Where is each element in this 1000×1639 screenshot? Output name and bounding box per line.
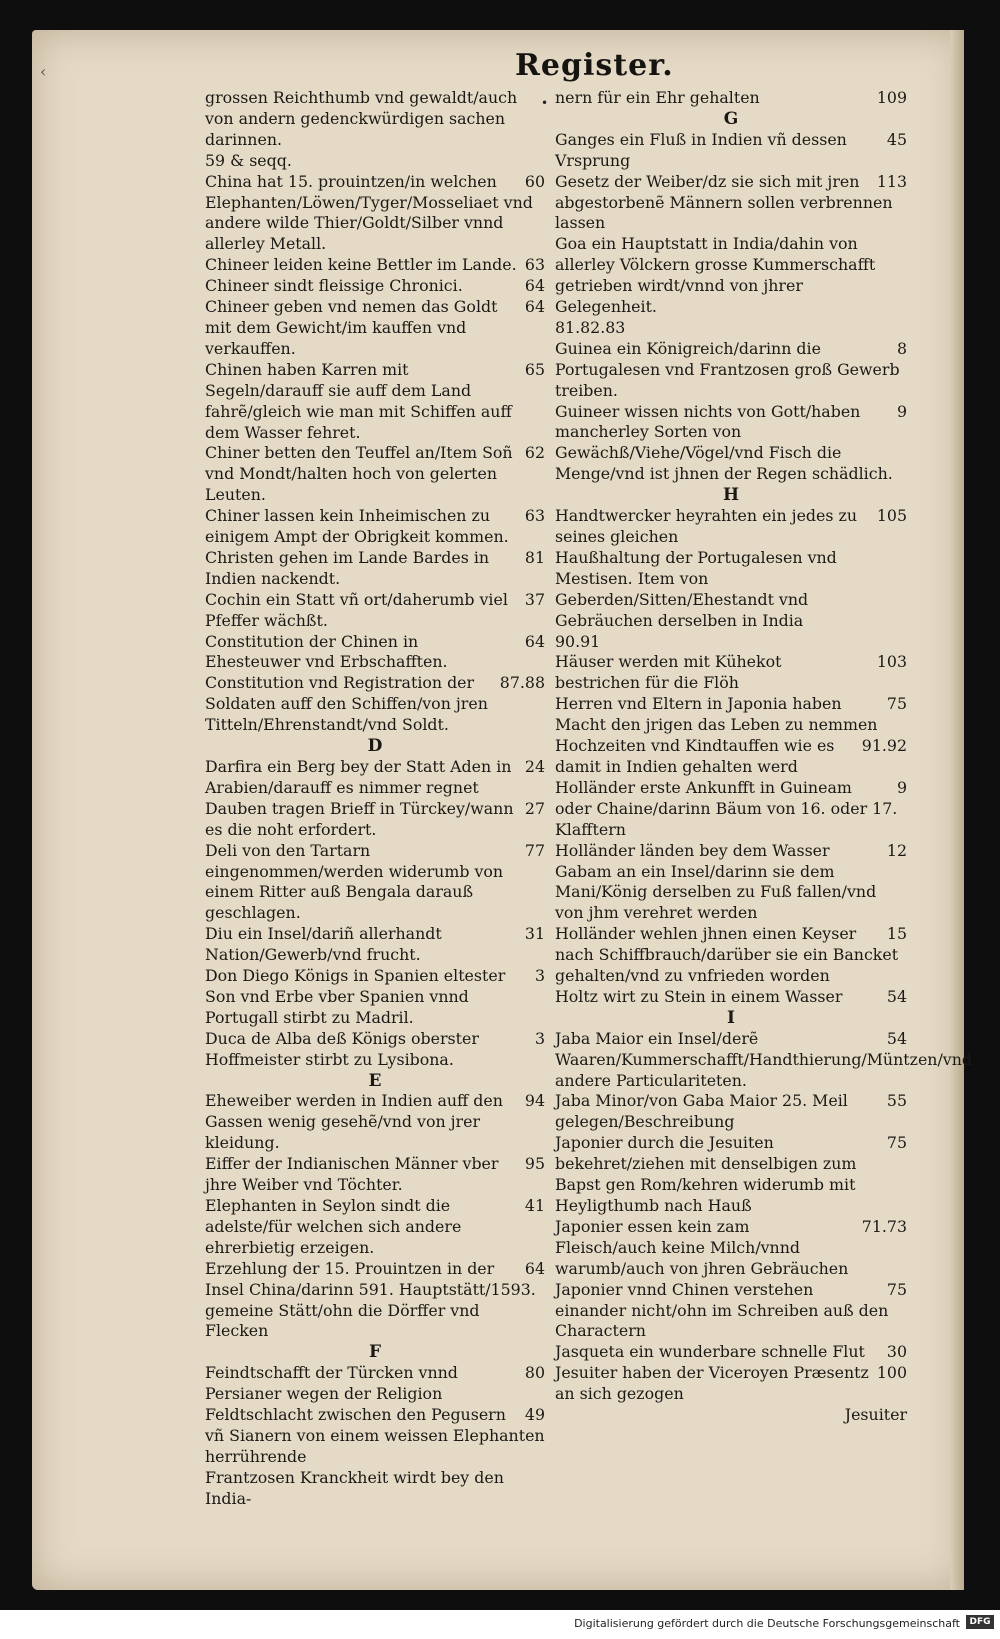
entry-text: Herren vnd Eltern in Japonia haben Macht den jrigen das Leben zu nemmen	[555, 694, 878, 735]
entry-text: Guineer wissen nichts von Gott/haben mancherley Sorten von Gewächß/Viehe/Vögel/vnd Fisch die Menge/vnd ist jhnen der Regen schädlich.	[555, 401, 893, 484]
index-entry	[555, 506, 907, 548]
entry-text: Chineer geben vnd nemen das Goldt mit dem Gewicht/im kauffen vnd verkauffen.	[205, 297, 498, 358]
page-reference: 64	[524, 276, 545, 296]
index-entry	[205, 1154, 545, 1196]
entry-text: Jesuiter haben der Viceroyen Præsentz an sich gezogen	[555, 1363, 869, 1404]
index-entry	[205, 1196, 545, 1259]
index-entry	[205, 1468, 545, 1510]
entry-text: Cochin ein Statt vñ ort/daherumb viel Pfeffer wächßt.	[205, 589, 508, 630]
index-entry	[205, 590, 545, 632]
entry-text: Ganges ein Fluß in Indien vñ dessen Vrsprung	[555, 129, 847, 170]
index-entry	[205, 88, 545, 151]
entry-text: Jaba Minor/von Gaba Maior 25. Meil gelegen/Beschreibung	[555, 1091, 848, 1132]
page-reference: 30	[886, 1342, 907, 1362]
index-entry	[555, 318, 907, 339]
index-entry	[555, 1363, 907, 1405]
entry-text: Haußhaltung der Portugalesen vnd Mestisen. Item von Geberden/Sitten/Ehestandt vnd Gebräuchen derselben in India	[555, 547, 837, 630]
entry-text: Eiffer der Indianischen Männer vber jhre Weiber vnd Töchter.	[205, 1154, 499, 1195]
index-entry	[205, 548, 545, 590]
entry-text: Constitution vnd Registration der Soldaten auff den Schiffen/von jren Titteln/Ehrenstandt/vnd Soldt.	[205, 673, 488, 735]
page-reference: 12	[886, 840, 907, 860]
entry-text: Chinen haben Karren mit Segeln/darauff sie auff dem Land fahrẽ/gleich wie man mit Schiffen auff dem Wasser fehret.	[205, 359, 512, 442]
page-reference: 54	[886, 986, 907, 1006]
index-entry	[205, 799, 545, 841]
index-letter: I	[727, 1007, 735, 1028]
index-entry	[555, 1133, 907, 1217]
footer-text: Digitalisierung gefördert durch die Deutsche Forschungsgemeinschaft	[574, 1617, 960, 1630]
entry-text: Japonier essen kein zam Fleisch/auch keine Milch/vnnd warumb/auch von jhren Gebräuchen	[555, 1216, 849, 1278]
entry-text: Chineer leiden keine Bettler im Lande.	[205, 255, 517, 275]
page-header: Register.	[515, 48, 674, 83]
index-entry	[555, 841, 907, 925]
page-reference: 64	[524, 297, 545, 317]
entry-text: grossen Reichthumb vnd gewaldt/auch von andern gedenckwürdigen sachen darinnen.	[205, 88, 518, 149]
page-reference: 64	[524, 631, 545, 651]
index-entry	[555, 402, 907, 486]
entry-text: Frantzosen Kranckheit wirdt bey den India-	[205, 1467, 504, 1508]
index-entry	[205, 1091, 545, 1154]
index-letter: E	[368, 1070, 382, 1091]
index-entry	[555, 1405, 907, 1426]
index-entry	[555, 1280, 907, 1343]
entry-text: Gesetz der Weiber/dz sie sich mit jren abgestorbenẽ Männern sollen verbrennen lassen	[555, 171, 893, 233]
index-entry	[555, 234, 907, 318]
index-entry	[555, 1217, 907, 1280]
index-entry	[205, 1259, 545, 1343]
page-reference: 9	[896, 777, 907, 797]
entry-text: Feindtschafft der Türcken vnnd Persianer wegen der Religion	[205, 1363, 458, 1404]
page-reference: 77	[524, 840, 545, 860]
entry-text: Hochzeiten vnd Kindtauffen wie es damit in Indien gehalten werd	[555, 736, 835, 776]
entry-text: Holländer länden bey dem Wasser Gabam an ein Insel/darinn sie dem Mani/König derselben zu Fuß fallen/vnd von jhm verehret werden	[555, 840, 877, 923]
page-reference: 24	[524, 756, 545, 776]
index-entry	[205, 255, 545, 276]
entry-text: Chiner betten den Teuffel an/Item Soñ vnd Mondt/halten hoch von gelerten Leuten.	[205, 443, 513, 505]
page-reference: 109	[876, 88, 907, 107]
entry-text: Erzehlung der 15. Prouintzen in der Insel China/darinn 591. Hauptstätt/1593. gemeine Stätt/ohn die Dörffer vnd Flecken	[205, 1258, 536, 1341]
index-entry	[555, 987, 907, 1008]
entry-text: Duca de Alba deß Königs oberster Hoffmeister stirbt zu Lysibona.	[205, 1028, 479, 1069]
page-reference: 63	[524, 506, 545, 526]
index-entry	[555, 1091, 907, 1133]
entry-text: Chiner lassen kein Inheimischen zu einigem Ampt der Obrigkeit kommen.	[205, 506, 509, 547]
index-letter: F	[368, 1342, 382, 1363]
index-entry	[555, 548, 907, 632]
entry-text: Holländer erste Ankunfft in Guineam oder Chaine/darinn Bäum von 16. oder 17. Klafftern	[555, 777, 898, 839]
page-reference: 9	[896, 401, 907, 421]
entry-text: Japonier vnnd Chinen verstehen einander nicht/ohn im Schreiben auß den Charactern	[555, 1279, 889, 1341]
page-reference: 63	[524, 255, 545, 275]
entry-text: Diu ein Insel/dariñ allerhandt Nation/Gewerb/vnd frucht.	[205, 924, 442, 965]
index-entry	[555, 130, 907, 172]
page-reference: 87.88	[499, 673, 545, 693]
page-reference: 80	[524, 1363, 545, 1383]
entry-text: Japonier durch die Jesuiten bekehret/ziehen mit denselbigen zum Bapst gen Rom/kehren widerumb mit Heyligthumb nach Hauß	[555, 1133, 857, 1215]
index-entry	[555, 632, 907, 653]
dfg-logo: DFG	[966, 1615, 994, 1629]
page-reference: 41	[524, 1196, 545, 1215]
entry-text: Chineer sindt fleissige Chronici.	[205, 276, 463, 296]
index-letter: G	[723, 108, 739, 129]
index-entry	[555, 736, 907, 778]
index-letter: H	[722, 485, 740, 506]
index-entry	[205, 443, 545, 506]
page-reference: 75	[886, 1279, 907, 1299]
column-dot: •	[541, 96, 549, 110]
index-entry	[555, 652, 907, 694]
index-entry	[205, 360, 545, 444]
page-reference: 94	[524, 1091, 545, 1111]
page-reference: 49	[524, 1405, 545, 1425]
page-reference: 27	[524, 798, 545, 818]
entry-text: Eheweiber werden in Indien auff den Gassen wenig gesehẽ/vnd von jrer kleidung.	[205, 1091, 503, 1153]
page-reference: 71.73	[861, 1216, 907, 1236]
index-entry	[205, 966, 545, 1029]
entry-text: Dauben tragen Brieff in Türckey/wann es die noht erfordert.	[205, 798, 514, 839]
index-entry	[205, 506, 545, 548]
page-reference: 60	[524, 171, 545, 191]
index-entry	[555, 1342, 907, 1363]
page-reference: 3	[534, 966, 545, 986]
page-reference: 103	[876, 652, 907, 672]
index-entry	[205, 1363, 545, 1405]
index-entry	[555, 172, 907, 235]
page-reference: 37	[524, 589, 545, 609]
page-reference: 65	[524, 359, 545, 379]
page-reference: 45	[886, 129, 907, 149]
index-entry	[205, 1029, 545, 1071]
index-entry	[205, 632, 545, 674]
entry-text: nern für ein Ehr gehalten	[555, 88, 760, 107]
index-entry	[555, 339, 907, 402]
page-reference: 62	[524, 443, 545, 463]
index-entry	[205, 757, 545, 799]
page-reference: 31	[524, 924, 545, 944]
entry-text: Guinea ein Königreich/darinn die Portugalesen vnd Frantzosen groß Gewerb treiben.	[555, 338, 900, 400]
page-reference: 81	[524, 547, 545, 567]
index-entry	[205, 1405, 545, 1468]
entry-text: China hat 15. prouintzen/in welchen Elephanten/Löwen/Tyger/Mosseliaet vnd andere wilde Thier/Goldt/Silber vnnd allerley Metall.	[205, 171, 533, 254]
page-reference: 64	[524, 1258, 545, 1278]
entry-text: Constitution der Chinen in Ehesteuwer vnd Erbschafften.	[205, 631, 448, 672]
page-reference: 100	[876, 1363, 907, 1383]
page-reference: 95	[524, 1154, 545, 1174]
entry-text: Don Diego Königs in Spanien eltester Son vnd Erbe vber Spanien vnnd Portugall stirbt zu Madril.	[205, 966, 506, 1027]
page-reference: 8	[896, 338, 907, 358]
page-reference: 3	[534, 1028, 545, 1048]
page-reference: 75	[886, 694, 907, 714]
page-edge	[950, 30, 964, 1590]
index-entry	[205, 172, 545, 256]
entry-text: Jaba Maior ein Insel/derẽ Waaren/Kummerschafft/Handthierung/Müntzen/vnd andere Particulariteten.	[555, 1028, 973, 1090]
index-letter: D	[367, 736, 383, 757]
page-reference: 105	[876, 506, 907, 526]
entry-text: Goa ein Hauptstatt in India/dahin von allerley Völckern grosse Kummerschafft getrieben wirdt/vnnd von jhrer Gelegenheit.	[555, 234, 876, 317]
index-entry	[205, 924, 545, 966]
entry-text: Jasqueta ein wunderbare schnelle Flut	[555, 1342, 865, 1362]
entry-text: Deli von den Tartarn eingenommen/werden widerumb von einem Ritter auß Bengala darauß geschlagen.	[205, 840, 504, 923]
page-reference: 15	[886, 924, 907, 944]
page-reference: 54	[886, 1028, 907, 1048]
entry-text: Elephanten in Seylon sindt die adelste/für welchen sich andere ehrerbietig erzeigen.	[205, 1196, 462, 1257]
entry-text: 90.91	[555, 631, 601, 651]
right-column	[555, 88, 973, 1426]
index-entry	[555, 694, 907, 736]
index-entry	[555, 924, 907, 987]
entry-text: 59 & seqq.	[205, 150, 292, 170]
entry-text: Christen gehen im Lande Bardes in Indien nackendt.	[205, 547, 490, 588]
index-entry	[555, 88, 907, 109]
margin-mark: ‹	[40, 62, 47, 81]
left-column	[205, 88, 545, 1510]
page-reference: 75	[886, 1133, 907, 1153]
entry-text: Häuser werden mit Kühekot bestrichen für die Flöh	[555, 652, 782, 693]
index-entry	[205, 151, 545, 172]
entry-text: Handtwercker heyrahten ein jedes zu seines gleichen	[555, 506, 857, 546]
index-entry	[205, 841, 545, 925]
index-entry	[555, 778, 907, 841]
index-entry	[205, 297, 545, 360]
entry-text: Jesuiter	[844, 1405, 907, 1425]
entry-text: Holtz wirt zu Stein in einem Wasser	[555, 986, 843, 1006]
index-entry	[205, 276, 545, 297]
entry-text: Darfira ein Berg bey der Statt Aden in Arabien/darauff es nimmer regnet	[205, 756, 512, 797]
index-entry	[205, 673, 545, 736]
page-reference: 55	[886, 1091, 907, 1111]
index-entry	[555, 1028, 973, 1092]
entry-text: 81.82.83	[555, 317, 626, 337]
page-reference: 113	[876, 171, 907, 191]
entry-text: Feldtschlacht zwischen den Pegusern vñ Sianern von einem weissen Elephanten herrührende	[205, 1405, 545, 1466]
page-reference: 91.92	[861, 736, 907, 756]
entry-text: Holländer wehlen jhnen einen Keyser nach Schiffbrauch/darüber sie ein Bancket gehalten/vnd zu vnfrieden worden	[555, 924, 899, 986]
